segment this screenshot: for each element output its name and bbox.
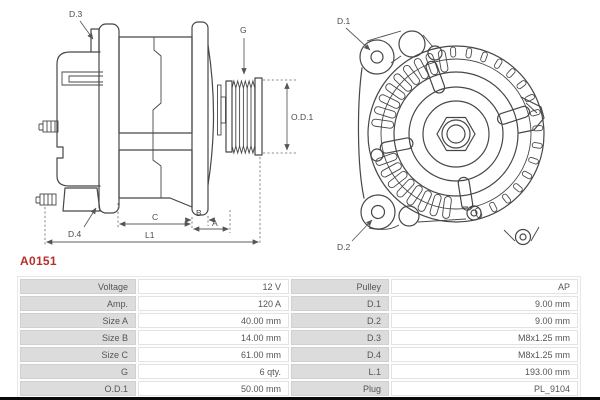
spec-label: Pulley — [291, 279, 389, 294]
vent-slots — [371, 47, 543, 219]
dim-label-b: B — [196, 208, 202, 218]
table-row — [20, 313, 578, 328]
dim-label-d1: D.1 — [337, 16, 351, 26]
spec-value: 9.00 mm — [391, 296, 578, 311]
spec-value: AP — [391, 279, 578, 294]
dim-label-l1: L1 — [145, 230, 155, 240]
front-view — [337, 16, 544, 252]
spec-label: Size C — [20, 347, 136, 362]
table-row — [20, 330, 578, 345]
spec-value: PL_9104 — [391, 381, 578, 396]
spec-value: 61.00 mm — [138, 347, 289, 362]
spec-label: O.D.1 — [20, 381, 136, 396]
spec-value: M8x1.25 mm — [391, 347, 578, 362]
dim-label-c: C — [152, 212, 159, 222]
spec-label: D.3 — [291, 330, 389, 345]
table-row — [20, 347, 578, 362]
spec-label: Size B — [20, 330, 136, 345]
spec-label: Plug — [291, 381, 389, 396]
spec-value: 50.00 mm — [138, 381, 289, 396]
table-row — [20, 296, 578, 311]
spec-value: 9.00 mm — [391, 313, 578, 328]
spec-table — [17, 276, 581, 399]
spec-value: 193.00 mm — [391, 364, 578, 379]
spec-value: 12 V — [138, 279, 289, 294]
dim-label-d2: D.2 — [337, 242, 351, 252]
dim-label-d4: D.4 — [68, 229, 82, 239]
spec-label: Voltage — [20, 279, 136, 294]
table-row — [20, 364, 578, 379]
spec-value: 120 A — [138, 296, 289, 311]
spec-label: D.4 — [291, 347, 389, 362]
spec-value: 14.00 mm — [138, 330, 289, 345]
spec-label: L.1 — [291, 364, 389, 379]
spec-label: D.1 — [291, 296, 389, 311]
dim-label-d3: D.3 — [69, 9, 83, 19]
spec-label: G — [20, 364, 136, 379]
spec-value: 6 qty. — [138, 364, 289, 379]
dim-label-g: G — [240, 25, 247, 35]
part-number-title: A0151 — [20, 254, 57, 268]
table-row — [20, 381, 578, 396]
table-row — [20, 279, 578, 294]
spec-label: Amp. — [20, 296, 136, 311]
spec-value: M8x1.25 mm — [391, 330, 578, 345]
spec-label: D.2 — [291, 313, 389, 328]
spec-label: Size A — [20, 313, 136, 328]
side-view — [36, 9, 313, 245]
spec-value: 40.00 mm — [138, 313, 289, 328]
dim-label-od1: O.D.1 — [291, 112, 314, 122]
dim-label-a: A — [212, 218, 218, 228]
